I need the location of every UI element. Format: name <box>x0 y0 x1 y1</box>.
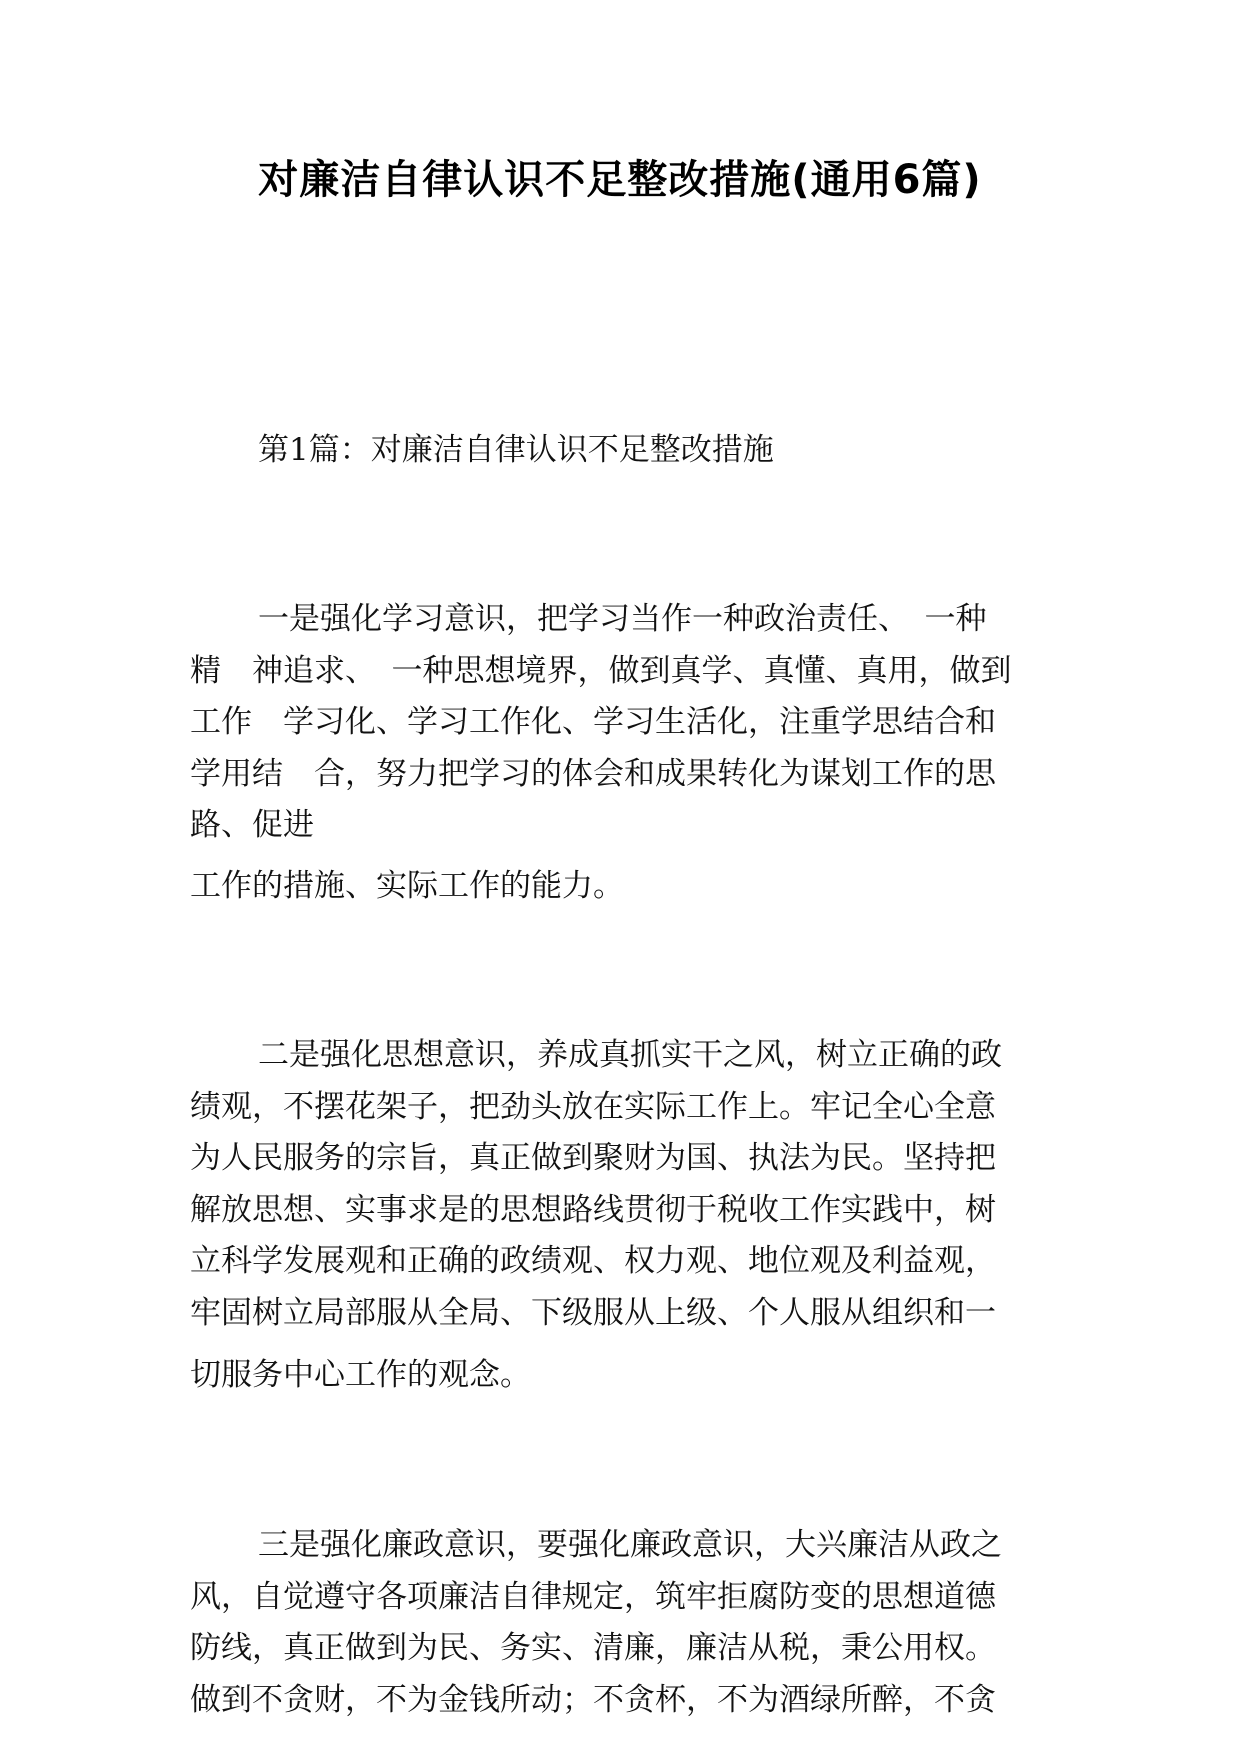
paragraph-line: 学用结 合，努力把学习的体会和成果转化为谋划工作的思 <box>190 755 996 792</box>
paragraph-line: 牢固树立局部服从全局、下级服从上级、个人服从组织和一 <box>190 1294 996 1331</box>
paragraph-line: 为人民服务的宗旨，真正做到聚财为国、执法为民。坚持把 <box>190 1140 996 1176</box>
paragraph-line: 解放思想、实事求是的思想路线贯彻于税收工作实践中，树 <box>190 1191 996 1228</box>
paragraph-1-tail: 工作的措施、实际工作的能力。 <box>190 868 624 904</box>
document-title: 对廉洁自律认识不足整改措施(通用6篇) <box>258 157 982 203</box>
paragraph-line: 一是强化学习意识，把学习当作一种政治责任、 一种 <box>258 601 987 637</box>
paragraph-line: 风，自觉遵守各项廉洁自律规定，筑牢拒腐防变的思想道德 <box>190 1578 996 1615</box>
paragraph-line: 二是强化思想意识，养成真抓实干之风，树立正确的政 <box>258 1037 1002 1073</box>
paragraph-1 <box>190 594 1050 852</box>
paragraph-line: 绩观，不摆花架子，把劲头放在实际工作上。牢记全心全意 <box>190 1088 996 1125</box>
paragraph-line: 立科学发展观和正确的政绩观、权力观、地位观及利益观， <box>190 1243 996 1279</box>
paragraph-line: 防线，真正做到为民、务实、清廉，廉洁从税，秉公用权。 <box>190 1630 996 1666</box>
paragraph-line: 路、促进 <box>190 807 314 843</box>
paragraph-line: 精 神追求、 一种思想境界，做到真学、真懂、真用，做到 <box>190 652 1012 689</box>
paragraph-2 <box>190 1030 1050 1339</box>
paragraph-3 <box>190 1520 1050 1726</box>
paragraph-2-tail: 切服务中心工作的观念。 <box>190 1357 531 1393</box>
paragraph-line: 工作 学习化、学习工作化、学习生活化，注重学思结合和 <box>190 704 996 740</box>
paragraph-line: 做到不贪财，不为金钱所动；不贪杯，不为酒绿所醉，不贪 <box>190 1681 996 1718</box>
section-heading: 第1篇：对廉洁自律认识不足整改措施 <box>258 432 774 468</box>
paragraph-line: 三是强化廉政意识，要强化廉政意识，大兴廉洁从政之 <box>258 1527 1002 1563</box>
